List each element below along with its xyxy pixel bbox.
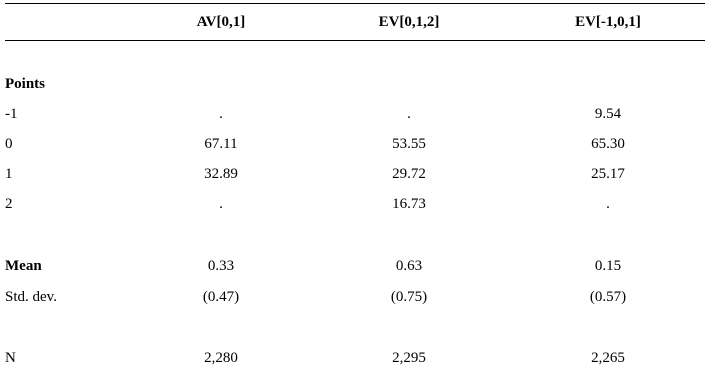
cell-value: 29.72 (392, 166, 426, 182)
cell-value: 16.73 (392, 196, 426, 212)
mean-label: Mean (5, 258, 42, 274)
n-label: N (5, 350, 16, 366)
cell-value: . (219, 106, 223, 122)
cell-value: 9.54 (594, 106, 622, 122)
cell-value: . (407, 106, 411, 122)
n-value: 2,295 (392, 350, 426, 366)
cell-value: 25.17 (591, 166, 625, 182)
cell-value: 65.30 (591, 136, 625, 152)
cell-value: . (219, 196, 223, 212)
mean-value: 0.63 (395, 258, 423, 274)
cell-value: 53.55 (392, 136, 426, 152)
table-row (0, 104, 707, 124)
row-label: 0 (5, 136, 13, 152)
row-label: -1 (5, 106, 18, 122)
points-heading: Points (5, 76, 46, 92)
table-row (0, 194, 707, 214)
cell-value: 32.89 (204, 166, 238, 182)
n-row (0, 348, 707, 368)
cell-value: . (606, 196, 610, 212)
sd-value: (0.57) (589, 289, 627, 305)
row-label: 2 (5, 196, 13, 212)
header-rule (5, 40, 705, 41)
sd-label: Std. dev. (5, 289, 57, 305)
section-points (0, 74, 707, 94)
cell-value: 67.11 (204, 136, 238, 152)
col-header-ev-101: EV[-1,0,1] (575, 14, 641, 30)
top-rule (5, 3, 705, 4)
table-row (0, 134, 707, 154)
row-label: 1 (5, 166, 13, 182)
sd-value: (0.75) (390, 289, 428, 305)
col-header-ev012: EV[0,1,2] (378, 14, 440, 30)
sd-row (0, 287, 707, 307)
header-row (0, 12, 707, 32)
sd-value: (0.47) (202, 289, 240, 305)
mean-value: 0.33 (207, 258, 235, 274)
col-header-av01: AV[0,1] (196, 14, 246, 30)
n-value: 2,265 (591, 350, 625, 366)
table-row (0, 164, 707, 184)
n-value: 2,280 (204, 350, 238, 366)
mean-row (0, 256, 707, 276)
mean-value: 0.15 (594, 258, 622, 274)
